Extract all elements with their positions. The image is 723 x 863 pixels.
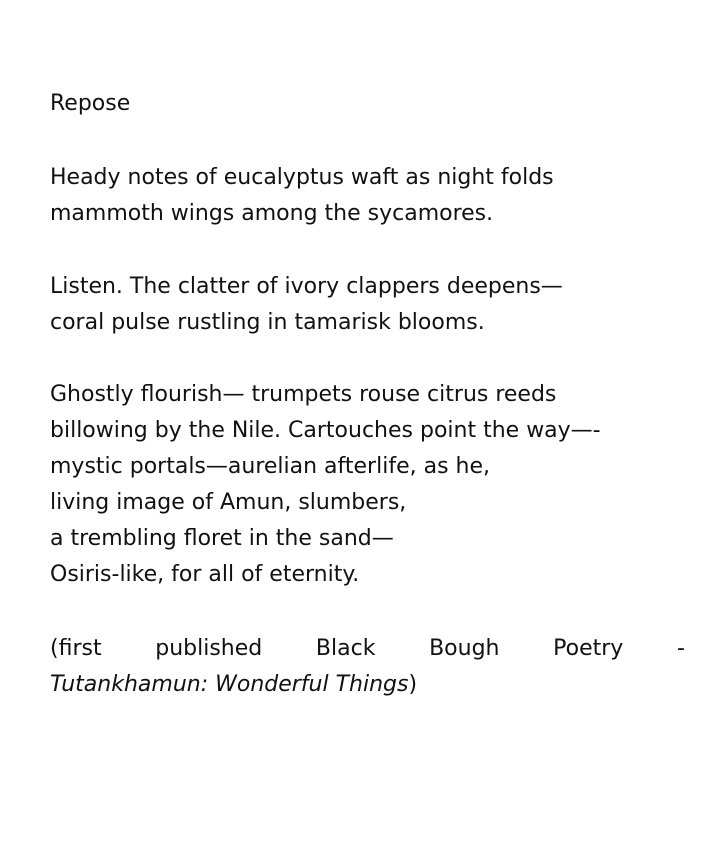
poem-page bbox=[50, 0, 685, 863]
credit-closing-paren: ) bbox=[408, 672, 418, 697]
stanza-3-line-5: a trembling floret in the sand— bbox=[50, 526, 394, 551]
stanza-2-line-2: coral pulse rustling in tamarisk blooms. bbox=[50, 310, 485, 335]
credit-dash: - bbox=[676, 636, 685, 661]
publication-title: Tutankhamun: Wonderful Things bbox=[50, 672, 409, 697]
stanza-3-line-2: billowing by the Nile. Cartouches point the way—- bbox=[50, 418, 601, 443]
credit-word: (first bbox=[50, 636, 102, 661]
credit-word: Bough bbox=[429, 636, 500, 661]
stanza-3-line-4: living image of Amun, slumbers, bbox=[50, 490, 407, 515]
stanza-3-line-1: Ghostly flourish— trumpets rouse citrus reeds bbox=[50, 382, 557, 407]
poem-title: Repose bbox=[50, 91, 131, 116]
stanza-1-line-1: Heady notes of eucalyptus waft as night folds bbox=[50, 165, 554, 190]
stanza-1-line-2: mammoth wings among the sycamores. bbox=[50, 201, 494, 226]
publication-credit bbox=[50, 631, 685, 667]
stanza-3-line-3: mystic portals—aurelian afterlife, as he, bbox=[50, 454, 490, 479]
stanza-3-line-6: Osiris-like, for all of eternity. bbox=[50, 562, 360, 587]
publication-title-line bbox=[50, 667, 417, 703]
stanza-2-line-1: Listen. The clatter of ivory clappers deepens— bbox=[50, 274, 563, 299]
credit-word: published bbox=[155, 636, 263, 661]
credit-word: Poetry bbox=[553, 636, 624, 661]
credit-word: Black bbox=[315, 636, 376, 661]
